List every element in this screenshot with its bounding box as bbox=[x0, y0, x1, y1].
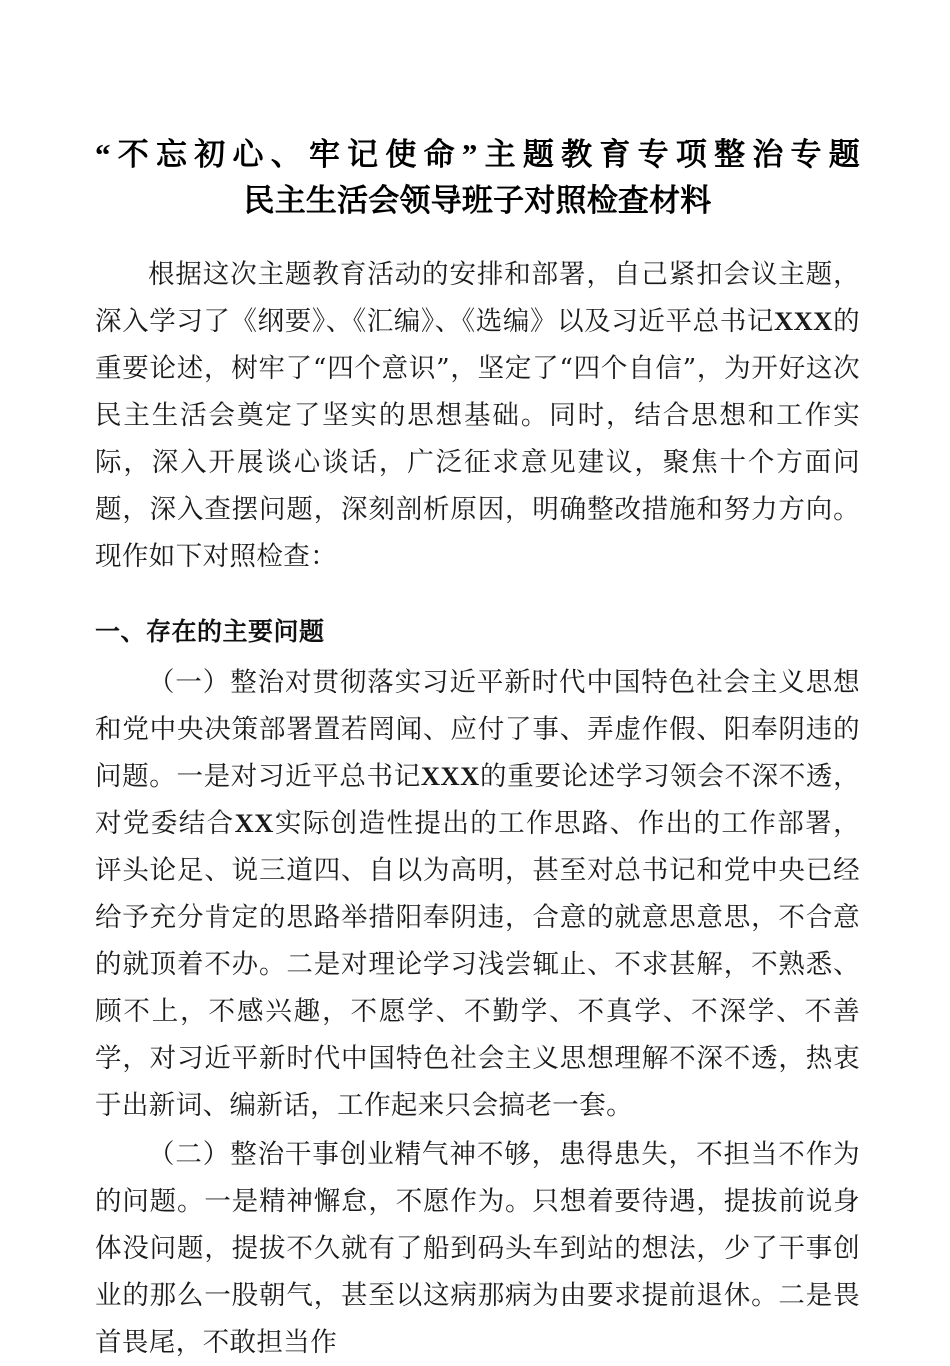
redacted-placeholder: XX bbox=[234, 808, 274, 838]
redacted-placeholder: XXX bbox=[420, 761, 480, 791]
document-body bbox=[95, 0, 860, 1366]
redacted-placeholder: XXX bbox=[773, 306, 833, 336]
page-title bbox=[95, 0, 860, 224]
page-title-line-1: “不忘初心、牢记使命”主题教育专项整治专题 bbox=[95, 137, 860, 172]
page-title-line-2: 民主生活会领导班子对照检查材料 bbox=[243, 183, 712, 218]
section-heading-main-problems: 一、存在的主要问题 bbox=[95, 618, 325, 646]
intro-paragraph: 根据这次主题教育活动的安排和部署，自己紧扣会议主题，深入学习了《纲要》、《汇编》、《选编》以及习近平总书记XXX的重要论述，树牢了“四个意识”，坚定了“四个自信”，为开好这次民主生活会奠定了坚实的思想基础。同时，结合思想和工作实际，深入开展谈心谈话，广泛征求意见建议，聚焦十个方面问题，深入查摆问题，深刻剖析原因，明确整改措施和努力方向。现作如下对照检查： bbox=[95, 259, 860, 572]
problem-item-2: （二）整治干事创业精气神不够，患得患失，不担当不作为的问题。一是精神懈怠，不愿作为。只想着要待遇，提拔前说身体没问题，提拔不久就有了船到码头车到站的想法，少了干事创业的那么一股朝气，甚至以这病那病为由要求提前退休。二是畏首畏尾，不敢担当作 bbox=[95, 1139, 860, 1358]
problem-item-1: （一）整治对贯彻落实习近平新时代中国特色社会主义思想和党中央决策部署置若罔闻、应付了事、弄虚作假、阳奉阴违的问题。一是对习近平总书记XXX的重要论述学习领会不深不透，对党委结合XX实际创造性提出的工作思路、作出的工作部署，评头论足、说三道四、自以为高明，甚至对总书记和党中央已经给予充分肯定的思路举措阳奉阴违，合意的就意思意思，不合意的就顶着不办。二是对理论学习浅尝辄止、不求甚解，不熟悉、顾不上，不感兴趣，不愿学、不勤学、不真学、不深学、不善学，对习近平新时代中国特色社会主义思想理解不深不透，热衷于出新词、编新话，工作起来只会搞老一套。 bbox=[95, 667, 860, 1121]
